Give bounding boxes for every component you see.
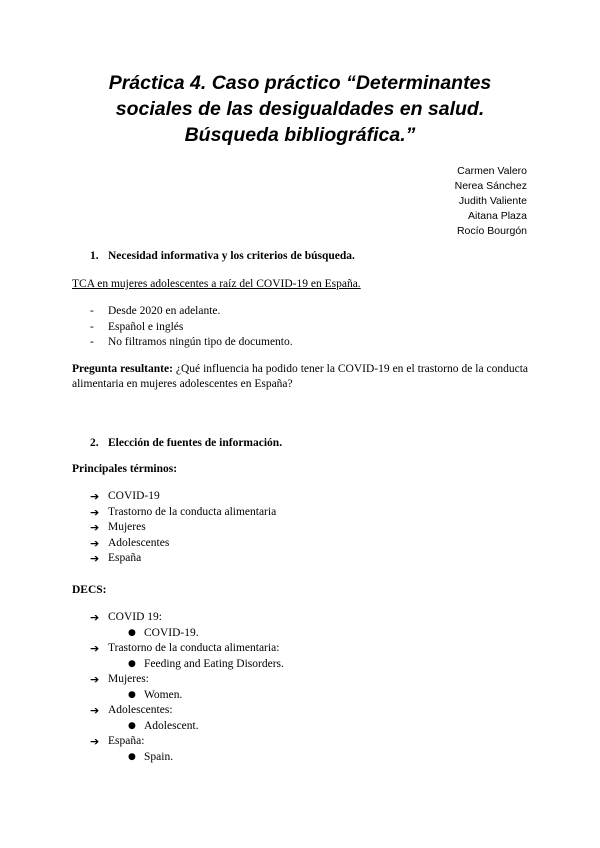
decs-descriptor: ● COVID-19. [72, 626, 528, 642]
terms-label: Principales términos: [72, 463, 178, 475]
decs-descriptor: ● Spain. [72, 750, 528, 766]
document-title [0, 70, 600, 148]
list-item: ➔ Mujeres [90, 521, 146, 534]
bullet-icon: ● [128, 720, 136, 731]
decs-term: ➔ España: [90, 735, 145, 748]
arrow-icon: ➔ [90, 521, 100, 534]
section-2-number: 2. [90, 437, 99, 449]
decs-term: ➔ Adolescentes: [90, 704, 173, 717]
section-1-heading [72, 249, 528, 264]
section-1-title: Necesidad informativa y los criterios de búsqueda. [108, 250, 355, 262]
author-name: Nerea Sánchez [454, 180, 527, 192]
decs-descriptor: ● Adolescent. [72, 719, 528, 735]
author-name: Rocío Bourgón [456, 225, 527, 237]
dash-marker: - [90, 320, 94, 333]
question-text: ¿Qué influencia ha podido tener la COVID-19 en el trastorno de la conducta alimentaria en mujeres adolescentes en España? [72, 363, 529, 390]
dash-marker: - [90, 336, 94, 348]
research-question [72, 362, 528, 392]
list-item: - Desde 2020 en adelante. [72, 304, 528, 320]
arrow-icon: ➔ [90, 490, 100, 503]
decs-term: ➔ Mujeres: [90, 673, 149, 686]
arrow-icon: ➔ [90, 673, 100, 686]
decs-term: ➔ Trastorno de la conducta alimentaria: [90, 642, 280, 655]
arrow-icon: ➔ [90, 642, 100, 655]
section-2-title: Elección de fuentes de información. [108, 437, 283, 449]
list-item: - No filtramos ningún tipo de documento. [72, 335, 528, 351]
bullet-icon: ● [128, 751, 136, 762]
arrow-icon: ➔ [90, 704, 100, 717]
arrow-icon: ➔ [90, 611, 100, 624]
criteria-list [72, 304, 528, 351]
author-list [455, 164, 527, 239]
question-label: Pregunta resultante: [72, 363, 173, 375]
arrow-icon: ➔ [90, 536, 100, 550]
title-line-2: sociales de las desigualdades en salud. [115, 98, 485, 120]
bullet-icon: ● [128, 689, 136, 700]
arrow-icon: ➔ [90, 505, 100, 519]
arrow-icon: ➔ [90, 735, 100, 748]
search-topic: TCA en mujeres adolescentes a raíz del COVID-19 en España. [72, 278, 361, 290]
decs-term: ➔ COVID 19: [90, 611, 162, 624]
section-1-number: 1. [90, 250, 99, 262]
dash-marker: - [90, 305, 94, 317]
list-item: - Español e inglés [72, 320, 528, 336]
list-item: ➔ COVID-19 [90, 490, 160, 503]
author-name: Carmen Valero [457, 165, 527, 177]
arrow-icon: ➔ [90, 552, 100, 565]
author-name: Judith Valiente [458, 195, 527, 207]
bullet-icon: ● [128, 658, 136, 669]
decs-descriptor: ● Women. [72, 688, 528, 704]
list-item: ➔ Adolescentes [90, 536, 170, 550]
title-line-3: Búsqueda bibliográfica.” [184, 124, 416, 146]
author-name: Aitana Plaza [468, 210, 527, 222]
section-2-heading [72, 436, 528, 451]
list-item: ➔ Trastorno de la conducta alimentaria [90, 505, 277, 519]
title-line-1: Práctica 4. Caso práctico “Determinantes [108, 72, 492, 94]
decs-descriptor: ● Feeding and Eating Disorders. [72, 657, 528, 673]
bullet-icon: ● [128, 627, 136, 638]
terms-list [72, 489, 528, 567]
decs-list [72, 610, 528, 765]
list-item: ➔ España [90, 552, 142, 565]
decs-label: DECS: [72, 584, 107, 596]
